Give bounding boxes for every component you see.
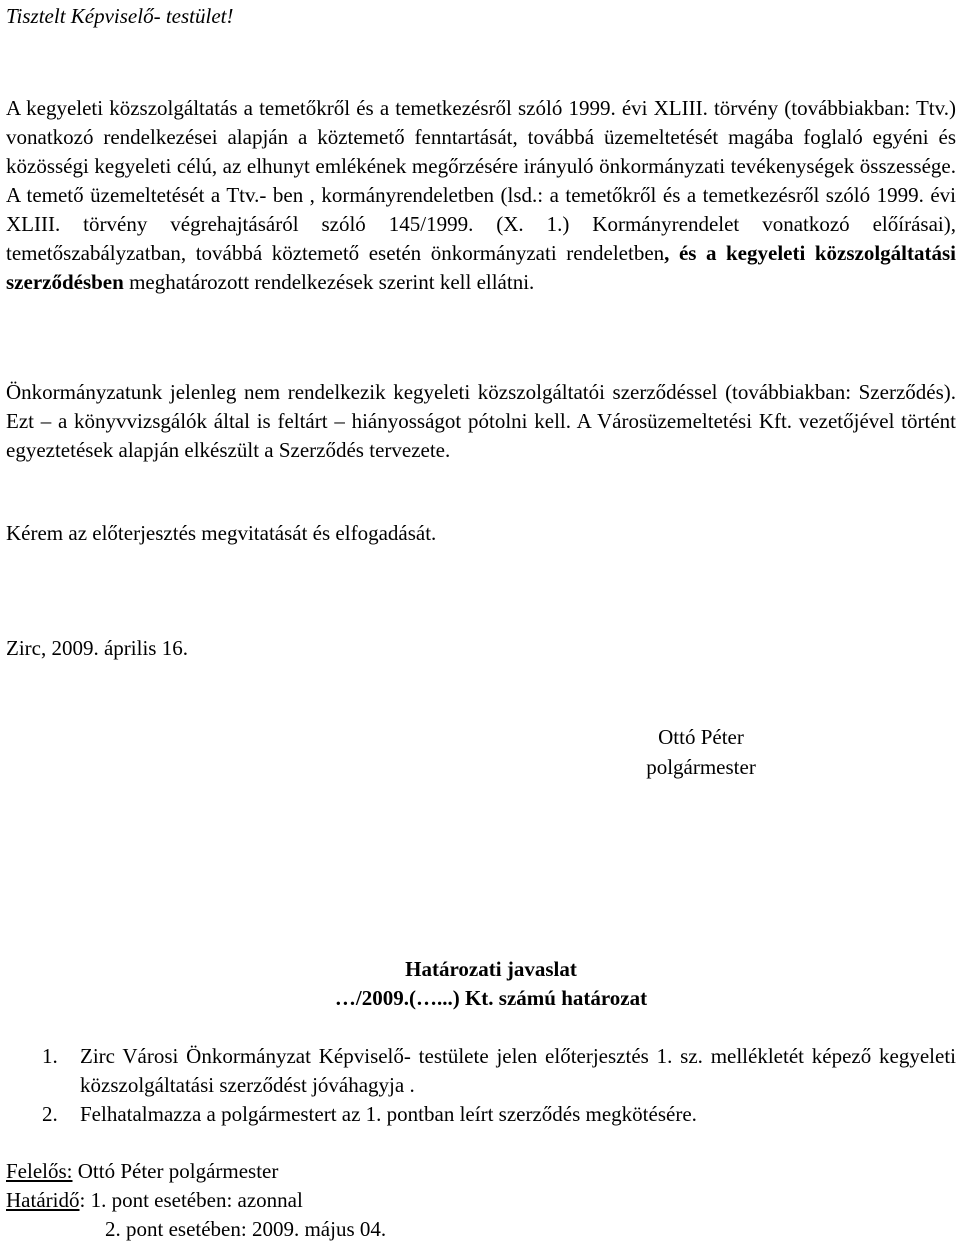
paragraph-request: Kérem az előterjesztés megvitatását és elfogadását. (6, 521, 437, 545)
resolution-item (6, 1100, 956, 1129)
responsible-line (6, 1157, 386, 1186)
responsible-value: Ottó Péter polgármester (72, 1159, 279, 1183)
deadline-line-2: 2. pont esetében: 2009. május 04. (105, 1217, 387, 1241)
resolution-number: …/2009.(…...) Kt. számú határozat (334, 986, 648, 1010)
paragraph-intro-text: A kegyeleti közszolgáltatás a temetőkről és a temetkezésről szóló 1999. évi XLIII. törvény (továbbiakban: Ttv.) vonatkozó rendelkezései alapján a köztemető fenntartását, továbbá üzemeltetését magába foglaló egyéni és közösségi kegyeleti célú, az elhunyt emlékének megőrzésére irányuló önkormányzati tevékenységek összessége. A temető üzemeltetését a Ttv.- ben , kormányrendeletben (lsd.: a temetőkről és a temetkezésről szóló 1999. évi XLIII. törvény végrehajtásáról szóló 145/1999. (X. 1.) Kormányrendelet vonatkozó előírásai), temetőszabályzatban, továbbá köztemető esetén önkormányzati rendeletben (6, 96, 956, 265)
place-date: Zirc, 2009. április 16. (6, 636, 188, 660)
deadline-label: Határidő (6, 1188, 80, 1212)
resolution-item (6, 1042, 956, 1100)
resolution-item-number: 1. (42, 1044, 58, 1068)
resolution-item-text: Felhatalmazza a polgármestert az 1. pontban leírt szerződés megkötésére. (80, 1102, 697, 1126)
signature-name: Ottó Péter (658, 725, 744, 749)
paragraph-intro-bold: , és a kegyeleti közszolgáltatási szerződésben (6, 241, 956, 294)
signature-block (601, 722, 801, 782)
paragraph-intro-text-end: meghatározott rendelkezések szerint kell ellátni. (123, 270, 535, 294)
resolution-header (276, 955, 706, 1013)
signature-title: polgármester (646, 755, 756, 779)
greeting: Tisztelt Képviselő- testület! (6, 4, 234, 28)
paragraph-status: Önkormányzatunk jelenleg nem rendelkezik kegyeleti közszolgáltatói szerződéssel (továbbiakban: Szerződés). Ezt – a könyvvizsgálók által is feltárt – hiányosságot pótolni kell. A Városüzemeltetési Kft. vezetőjével történt egyeztetések alapján elkészült a Szerződés tervezete. (6, 380, 956, 462)
resolution-items (6, 1042, 956, 1129)
responsible-label: Felelős: (6, 1159, 73, 1183)
paragraph-intro (6, 94, 956, 297)
resolution-item-number: 2. (42, 1102, 58, 1126)
footer-block (6, 1157, 386, 1244)
resolution-item-text: Zirc Városi Önkormányzat Képviselő- testülete jelen előterjesztés 1. sz. mellékletét képező kegyeleti közszolgáltatási szerződést jóváhagyja . (80, 1044, 956, 1097)
deadline-value: : 1. pont esetében: azonnal (79, 1188, 303, 1212)
resolution-heading: Határozati javaslat (405, 957, 577, 981)
deadline-line (6, 1186, 386, 1215)
